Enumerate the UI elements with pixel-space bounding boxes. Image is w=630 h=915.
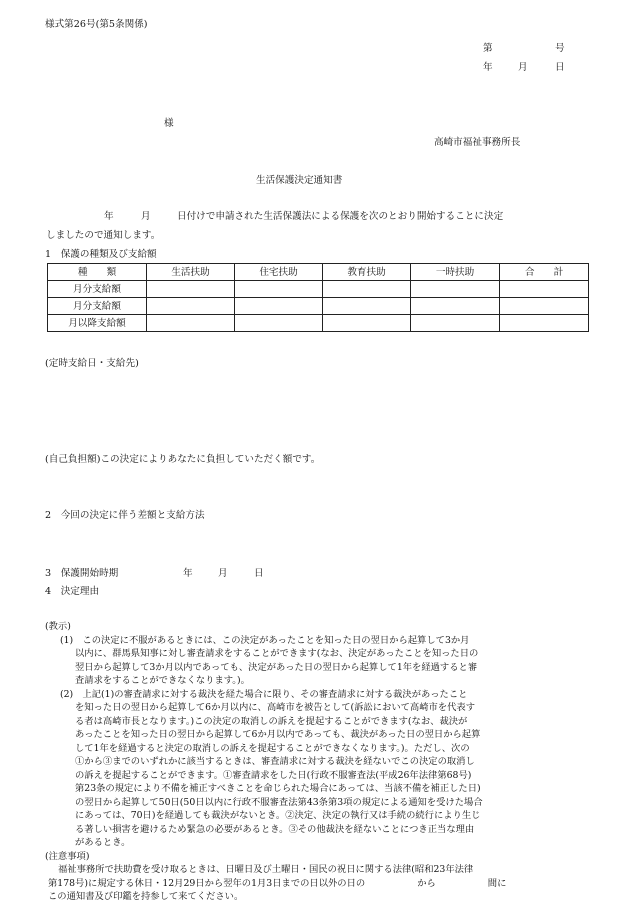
table-cell bbox=[500, 315, 589, 332]
caution-line2-from: から bbox=[417, 877, 436, 889]
section2-heading: 2 今回の決定に伴う差額と支給方法 bbox=[45, 510, 205, 521]
table-cell bbox=[235, 315, 323, 332]
document-number-suffix: 号 bbox=[555, 43, 565, 54]
table-cell bbox=[411, 298, 500, 315]
column-header-temporary-assistance: 一時扶助 bbox=[411, 264, 500, 281]
issue-date-year: 年 bbox=[483, 62, 493, 73]
table-cell bbox=[411, 281, 500, 298]
caution-line: この通知書及び印鑑を持参して来てください。 bbox=[48, 891, 244, 902]
addressee-suffix: 様 bbox=[164, 118, 174, 129]
document-number-prefix: 第 bbox=[483, 43, 493, 54]
table-row bbox=[48, 315, 589, 332]
instruction-section bbox=[45, 620, 593, 904]
section3-day: 日 bbox=[254, 568, 264, 579]
row-label-monthly-amount-1: 月分支給額 bbox=[48, 281, 147, 298]
table-cell bbox=[147, 281, 235, 298]
instruction-item2-line: して1年を経過すると決定の取消しの訴えを提起することができなくなります。)。ただし、次の bbox=[75, 742, 470, 754]
issue-date-day: 日 bbox=[555, 62, 565, 73]
issue-date-month: 月 bbox=[518, 62, 528, 73]
table-cell bbox=[147, 315, 235, 332]
section4-heading: 4 決定理由 bbox=[45, 586, 100, 597]
intro-year: 年 bbox=[104, 211, 114, 222]
instruction-item2-line: る者は高崎市長となります。)この決定の取消しの訴えを提起することができます(なお、裁決が bbox=[75, 715, 468, 727]
instruction-item2-line: ①から③までのいずれかに該当するときは、審査請求に対する裁決を経ないでこの決定の取消し bbox=[75, 756, 475, 767]
table-cell bbox=[411, 315, 500, 332]
intro-month: 月 bbox=[141, 211, 151, 222]
benefit-table-header-row bbox=[48, 264, 589, 281]
column-header-living-assistance: 生活扶助 bbox=[147, 264, 235, 281]
form-number: 様式第26号(第5条関係) bbox=[45, 19, 148, 30]
section3-year: 年 bbox=[183, 568, 193, 579]
instruction-item2-line: 第23条の規定により不備を補正すべきことを命じられた場合にあっては、当該不備を補正した日) bbox=[75, 783, 481, 794]
instruction-item2-line: の翌日から起算して50日(50日以内に行政不服審査法第43条第3項の規定による通知を受けた場合 bbox=[75, 796, 483, 808]
table-cell bbox=[500, 298, 589, 315]
caution-line: 福祉事務所で扶助費を受け取るときは、日曜日及び土曜日・国民の祝日に関する法律(昭和23年法律 bbox=[58, 864, 474, 875]
table-cell bbox=[323, 298, 411, 315]
instruction-item1-line: (1) この決定に不服があるときには、この決定があったことを知った日の翌日から起算して3か月 bbox=[60, 634, 470, 646]
caution-line bbox=[48, 877, 593, 891]
row-label-monthly-onward-amount: 月以降支給額 bbox=[48, 315, 147, 332]
instruction-item2-line: (2) 上記(1)の審査請求に対する裁決を経た場合に限り、その審査請求に対する裁決があったこと bbox=[60, 688, 468, 700]
payment-date-label: (定時支給日・支給先) bbox=[45, 358, 139, 369]
row-label-monthly-amount-2: 月分支給額 bbox=[48, 298, 147, 315]
caution-line2-text: 第178号)に規定する休日・12月29日から翌年の1月3日までの日以外の日の bbox=[48, 877, 366, 889]
instruction-item2-line: にあっては、70日)を経過しても裁決がないとき。②決定、決定の執行又は手続の続行により生じ bbox=[75, 810, 481, 821]
instruction-heading: (教示) bbox=[45, 621, 71, 632]
table-cell bbox=[323, 281, 411, 298]
section3-month: 月 bbox=[218, 568, 228, 579]
table-cell bbox=[235, 298, 323, 315]
table-cell bbox=[147, 298, 235, 315]
instruction-item2-line: あったことを知った日の翌日から起算して6か月以内であっても、裁決があった日の翌日から起算 bbox=[75, 729, 481, 740]
table-row bbox=[48, 281, 589, 298]
instruction-item1-line: 査請求をすることができなくなります。)。 bbox=[75, 675, 250, 686]
issuer-name: 高崎市福祉事務所長 bbox=[434, 137, 521, 148]
benefit-table bbox=[47, 263, 589, 332]
section3-label: 3 保護開始時期 bbox=[45, 568, 119, 579]
column-header-total: 合 計 bbox=[500, 264, 589, 281]
instruction-item1-line: 以内に、群馬県知事に対し審査請求をすることができます(なお、決定があったことを知った日の bbox=[75, 648, 479, 659]
intro-text-line2: しましたので通知します。 bbox=[46, 230, 161, 241]
instruction-item2-line: があるとき。 bbox=[75, 837, 131, 848]
table-cell bbox=[235, 281, 323, 298]
caution-heading: (注意事項) bbox=[45, 850, 90, 862]
column-header-type: 種 類 bbox=[48, 264, 147, 281]
table-row bbox=[48, 298, 589, 315]
document-title: 生活保護決定通知書 bbox=[256, 175, 343, 186]
instruction-item1-line: 翌日から起算して3か月以内であっても、決定があった日の翌日から起算して1年を経過すると審 bbox=[75, 661, 478, 673]
instruction-item2-line: る著しい損害を避けるため緊急の必要があるとき。③その他裁決を経ないことにつき正当な理由 bbox=[75, 823, 475, 835]
table-cell bbox=[323, 315, 411, 332]
instruction-item2-line: を知った日の翌日から起算して6か月以内に、高崎市を被告として(訴訟において高崎市を代表す bbox=[75, 702, 476, 713]
column-header-education-assistance: 教育扶助 bbox=[323, 264, 411, 281]
intro-text-line1: 日付けで申請された生活保護法による保護を次のとおり開始することに決定 bbox=[177, 211, 504, 222]
instruction-item2-line: の訴えを提起することができます。①審査請求をした日(行政不服審査法(平成26年法律第68号) bbox=[75, 769, 472, 781]
column-header-housing-assistance: 住宅扶助 bbox=[235, 264, 323, 281]
self-burden-label: (自己負担額)この決定によりあなたに負担していただく額です。 bbox=[45, 454, 321, 465]
table-cell bbox=[500, 281, 589, 298]
caution-line2-between: 間に bbox=[487, 877, 507, 889]
section1-heading: 1 保護の種類及び支給額 bbox=[45, 249, 157, 260]
